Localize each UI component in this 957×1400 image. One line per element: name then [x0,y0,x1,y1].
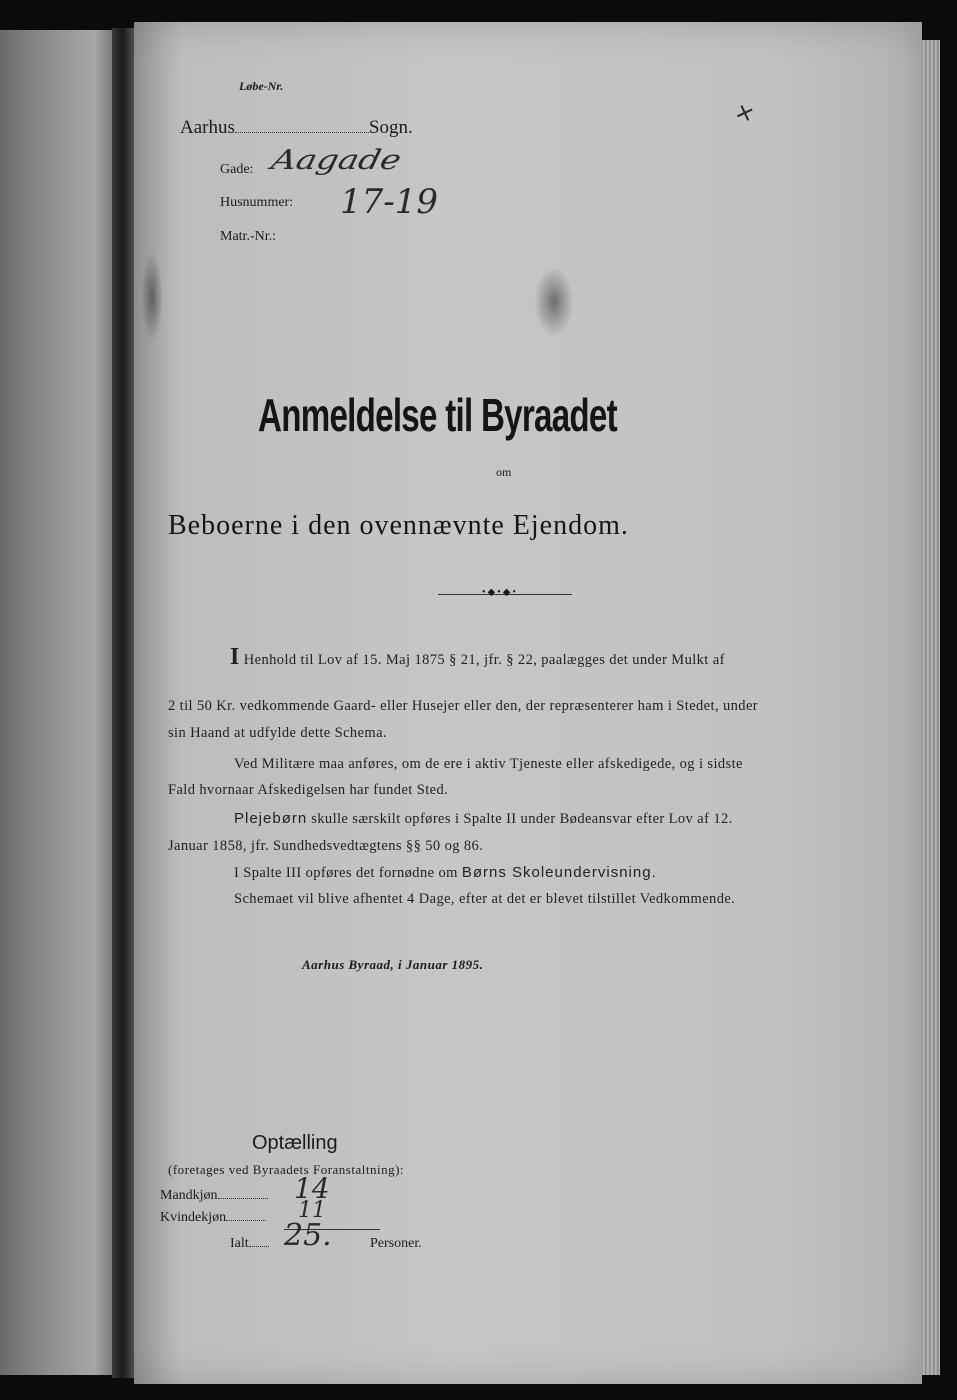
paragraph-5: Schemaet vil blive afhentet 4 Dage, efter at det er blevet tilstillet Vedkommende. [234,891,736,907]
female-value: 11 [298,1198,326,1223]
sogn-label: Sogn. [368,117,413,138]
paragraph-1-line-2: 2 til 50 Kr. vedkommende Gaard- eller Husejer eller den, der repræsenterer ham i Stedet, under [168,698,759,714]
plejeborn-lead: Plejebørn [234,810,308,827]
male-dotted-line [218,1198,268,1199]
matr-nr-label: Matr.-Nr.: [220,229,276,244]
gade-value: Aagade [268,144,405,176]
city-label: Aarhus [180,117,235,138]
ornament-diamonds: •◆•◆• [482,587,518,598]
female-dotted-line [226,1220,266,1221]
male-value: 14 [294,1172,330,1205]
facing-page-left [0,30,112,1375]
paragraph-2-line-2: Fald hvornaar Afskedigelsen har fundet Sted. [168,782,449,798]
city-field [180,117,413,139]
male-label: Mandkjøn [160,1188,218,1203]
female-row [160,1210,266,1226]
persons-label: Personer. [370,1236,422,1251]
title-om: om [496,465,512,479]
ink-smudge [534,267,574,337]
paragraph-1-line-1 [230,644,725,671]
husnummer-value: 17-19 [340,182,439,222]
count-note: (foretages ved Byraadets Foranstaltning): [168,1162,405,1177]
female-label: Kvindekjøn [160,1210,227,1225]
page-title: Anmeldelse til Byraadet [258,389,617,441]
book-gutter [112,28,136,1378]
total-dotted-line [249,1246,269,1247]
signature-line: Aarhus Byraad, i Januar 1895. [302,957,484,972]
ink-smudge [141,252,163,342]
paragraph-3-text: skulle særskilt opføres i Spalte II under Bødeansvar efter Lov af 12. [311,811,733,827]
paragraph-1-text: Henhold til Lov af 15. Maj 1875 § 21, jfr. § 22, paalægges det under Mulkt af [243,652,725,668]
form-page [134,22,922,1384]
count-heading: Optælling [252,1132,338,1154]
lobe-nr-label: Løbe-Nr. [239,79,284,93]
paragraph-4-emphasis: Børns Skoleundervisning. [461,864,657,881]
paragraph-1-initial: I [230,644,240,670]
corner-mark: + [728,94,762,132]
gade-label: Gade: [220,162,254,177]
paragraph-3-line-2: Januar 1858, jfr. Sundhedsvedtægtens §§ 50 og 86. [168,838,484,854]
total-row [230,1236,269,1252]
paragraph-3-line-1 [234,810,733,828]
husnummer-label: Husnummer: [220,195,294,210]
male-row [160,1188,268,1204]
paragraph-1-line-3: sin Haand at udfylde dette Schema. [168,725,387,741]
total-value: 25. [284,1218,332,1253]
page-subtitle: Beboerne i den ovennævnte Ejendom. [168,510,629,541]
paragraph-4-text: I Spalte III opføres det fornødne om [234,865,458,881]
city-dotted-line [235,132,369,133]
paragraph-2-line-1: Ved Militære maa anføres, om de ere i aktiv Tjeneste eller afskedigede, og i sidste [234,756,743,772]
total-label: Ialt [230,1236,249,1251]
paragraph-4 [234,864,657,882]
